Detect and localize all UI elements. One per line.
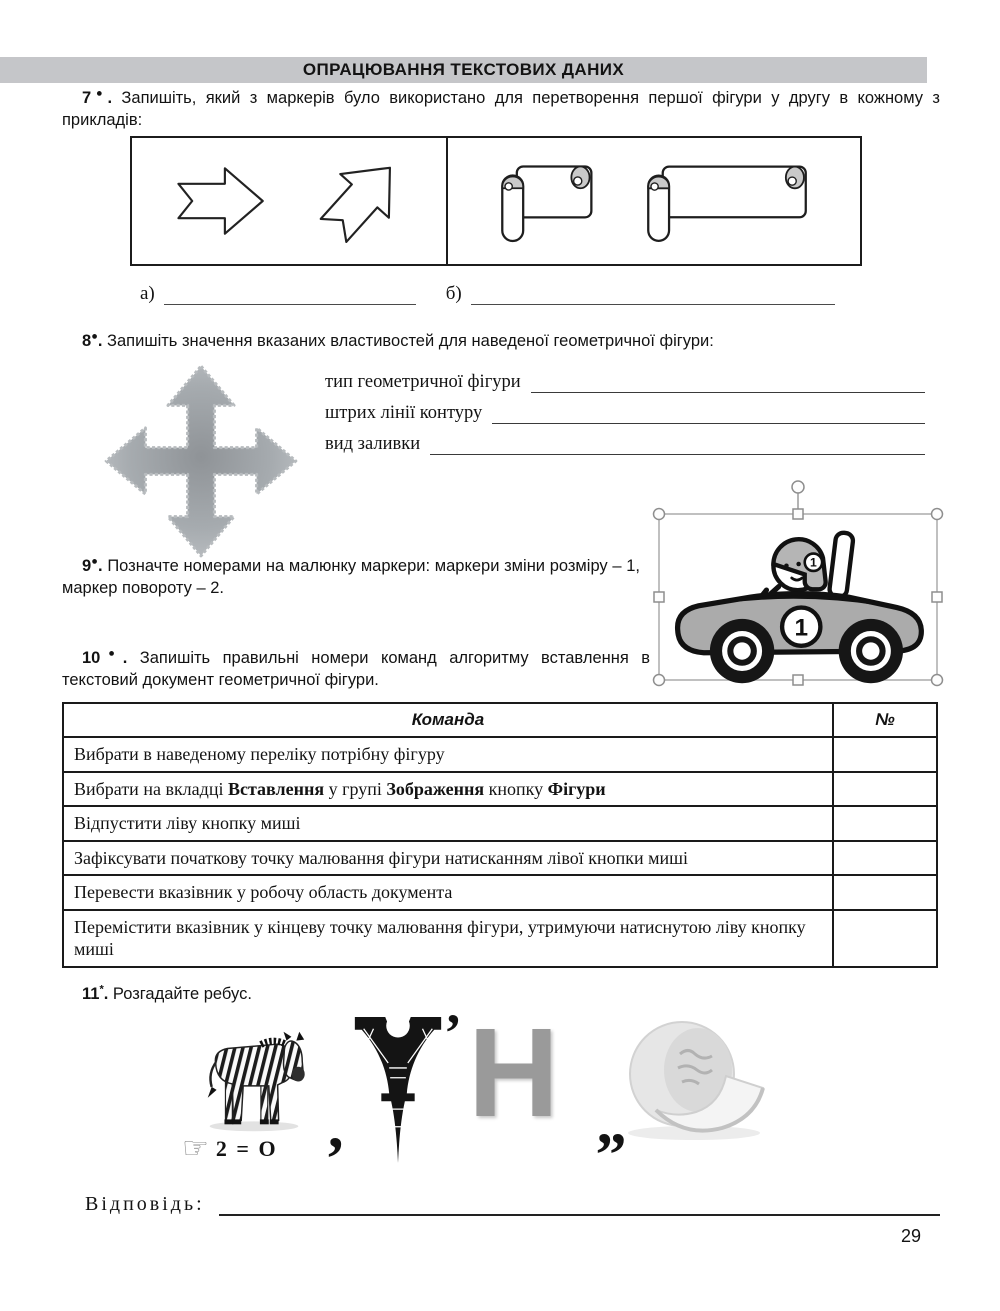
zebra-image <box>198 1018 310 1144</box>
task-8-marker: ● <box>91 330 98 343</box>
commands-table <box>62 702 938 968</box>
rotated-notched-arrow-shape-icon <box>291 131 429 270</box>
figure-cell-arrows <box>132 138 448 264</box>
rebus-apostrophe: ’ <box>444 1003 462 1063</box>
task-11-marker: * <box>99 983 104 996</box>
property-label-dash: штрих лінії контуру <box>325 402 483 423</box>
commands-table-body <box>63 737 937 967</box>
task-10-marker: ● <box>100 647 123 660</box>
command-text: Відпустити ліву кнопку миші <box>74 813 301 833</box>
answer-blank-b <box>471 284 835 305</box>
task-8-number: 8 <box>82 332 92 350</box>
page-header <box>0 57 927 83</box>
final-answer-row <box>85 1190 940 1216</box>
command-text: Перемістити вказівник у кінцеву точку малювання фігури, утримуючи натиснутою ліву кнопку миші <box>74 916 806 959</box>
figure-cell-scrolls <box>448 138 860 264</box>
command-text: кнопку <box>484 778 548 799</box>
task-9-number: 9 <box>82 557 92 575</box>
property-blank-dash <box>492 401 925 424</box>
command-text-bold: Зображення <box>386 778 485 799</box>
quad-arrow-figure-icon <box>95 358 307 564</box>
number-answer-cell <box>833 841 937 876</box>
task-8-properties <box>325 362 925 455</box>
page-number: 29 <box>901 1226 922 1246</box>
property-row <box>325 393 925 424</box>
answer-label-a: а) <box>140 283 155 305</box>
command-text-bold: Вставлення <box>227 778 325 799</box>
number-answer-cell <box>833 806 937 841</box>
table-row <box>63 910 937 967</box>
task-7-number: 7 <box>82 89 92 107</box>
property-row <box>325 362 925 393</box>
rebus-comma: , <box>328 1093 344 1161</box>
table-row <box>63 806 937 841</box>
rebus-double-comma: „ <box>596 1089 627 1157</box>
rear-wheel <box>839 619 903 683</box>
car-image <box>678 532 922 683</box>
rebus-letter-h: Н <box>468 1002 559 1143</box>
answer-label-b: б) <box>445 283 462 305</box>
command-cell <box>63 910 833 967</box>
table-row <box>63 841 937 876</box>
answer-item-a <box>140 284 416 305</box>
task-8-text: 8●. Запишіть значення вказаних властивостей для наведеної геометричної фігури: <box>82 330 714 350</box>
command-text: Вибрати в наведеному переліку потрібну фігуру <box>74 744 445 764</box>
table-header-row <box>63 703 937 737</box>
property-blank-fill <box>430 432 925 455</box>
task-10-number: 10 <box>82 649 101 667</box>
command-cell <box>63 841 833 876</box>
number-answer-cell <box>833 737 937 772</box>
notched-arrow-shape-icon <box>163 158 273 244</box>
column-header-number: № <box>833 703 937 737</box>
final-answer-label: Відповідь: <box>85 1193 205 1215</box>
command-text: Перевести вказівник у робочу область документа <box>74 882 453 902</box>
command-cell <box>63 875 833 910</box>
command-cell <box>63 737 833 772</box>
command-text: у групі <box>324 778 387 799</box>
inverted-eiffel-tower-image <box>348 1014 448 1166</box>
car-selection-image <box>645 476 951 692</box>
melon-image <box>614 1016 774 1142</box>
number-answer-cell <box>833 772 937 807</box>
page-header-title: ОПРАЦЮВАННЯ ТЕКСТОВИХ ДАНИХ <box>302 60 625 79</box>
command-cell <box>63 772 833 807</box>
helmet-number: 1 <box>810 555 817 570</box>
task-7-answer-row <box>140 284 852 305</box>
task-11-text: 11*. Розгадайте ребус. <box>82 983 252 1003</box>
scroll-shape-small-icon <box>495 155 595 247</box>
property-label-type: тип геометричної фігури <box>325 371 521 392</box>
command-cell <box>63 806 833 841</box>
number-answer-cell <box>833 875 937 910</box>
task-9-text: 9●. Позначте номерами на малюнку маркери: маркери зміни розміру – 1, маркер повороту – 2. <box>62 555 640 597</box>
answer-item-b <box>446 284 835 305</box>
table-row <box>63 737 937 772</box>
number-answer-cell <box>833 910 937 967</box>
command-text-bold: Фігури <box>547 778 606 799</box>
scroll-shape-wide-icon <box>641 155 813 247</box>
property-label-fill: вид заливки <box>325 433 421 454</box>
hand-pointer-icon: ☞ <box>182 1131 209 1166</box>
task-7-figure-box <box>130 136 862 266</box>
table-row <box>63 875 937 910</box>
command-text: Зафіксувати початкову точку малювання фігури натисканням лівої кнопки миші <box>74 847 689 868</box>
task-10-text: 10●. Запишіть правильні номери команд алгоритму вставлення в текстовий документ геометричної фігури. <box>62 647 650 689</box>
task-11-number: 11 <box>82 985 100 1003</box>
table-row <box>63 772 937 807</box>
door-number: 1 <box>794 614 809 642</box>
command-text: Вибрати на вкладці <box>74 778 228 799</box>
zebra-hint <box>182 1131 278 1166</box>
zebra-letter-rule: 2 = О <box>215 1136 278 1161</box>
column-header-command: Команда <box>63 703 833 737</box>
property-row <box>325 424 925 455</box>
task-7-marker: ● <box>91 87 108 100</box>
answer-blank-a <box>164 284 416 305</box>
final-answer-blank <box>219 1190 940 1216</box>
task-7-text: 7●. Запишіть, який з маркерів було використано для перетворення першої фігури у другу в кожному з прикладів: <box>62 87 940 129</box>
property-blank-type <box>531 370 925 393</box>
front-wheel <box>710 619 774 683</box>
task-9-marker: ● <box>91 555 99 568</box>
